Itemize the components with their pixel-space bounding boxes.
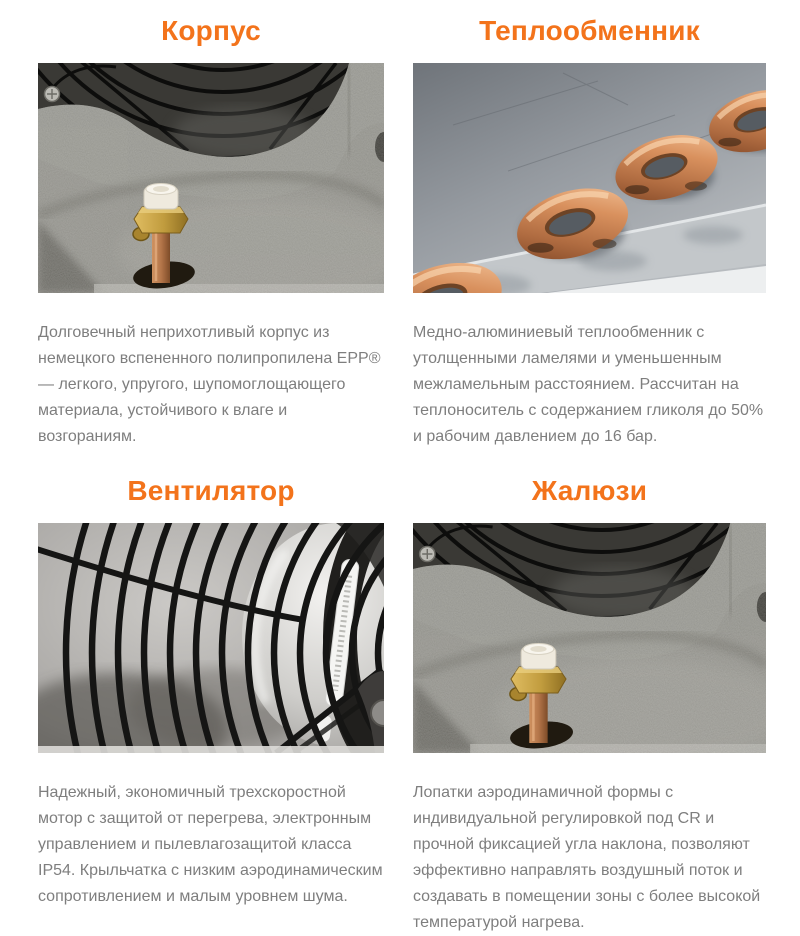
fan-grille-image — [38, 523, 384, 753]
feature-title-ventilyator: Вентилятор — [127, 475, 295, 506]
feature-card-teploobmennik — [413, 6, 766, 450]
epp-housing-image — [38, 63, 384, 293]
feature-card-ventilyator — [38, 450, 384, 936]
fan-photo — [38, 523, 384, 753]
heat-exchanger-photo — [413, 63, 766, 293]
feature-title-korpus: Корпус — [161, 15, 261, 46]
feature-description-ventilyator: Надежный, экономичный трехскоростной мотор с защитой от перегрева, электронным управлением и пылевлагозащитой класса IP54. Крыльчатка с низким аэродинамическим сопротивлением и малым уровнем шума. — [38, 784, 383, 905]
feature-title-teploobmennik: Теплообменник — [479, 15, 700, 46]
housing-photo — [38, 63, 384, 293]
features-row-2 — [38, 450, 800, 936]
feature-title-zhalyuzi: Жалюзи — [531, 475, 648, 506]
feature-card-zhalyuzi — [413, 450, 766, 936]
copper-coil-image — [413, 63, 766, 293]
louvers-photo — [413, 523, 766, 753]
feature-description-korpus: Долговечный неприхотливый корпус из немецкого вспененного полипропилена EPP® — легкого, упругого, шупомоглощающего материала, устойчивого к влаге и возгораниям. — [38, 324, 381, 445]
epp-housing-image-2 — [413, 523, 766, 753]
feature-description-zhalyuzi: Лопатки аэродинамичной формы с индивидуальной регулировкой под CR и прочной фиксацией угла наклона, позволяют эффективно направлять воздушный поток и создавать в помещении зоны с более высокой температурой нагрева. — [413, 784, 761, 931]
features-row-1 — [38, 6, 800, 450]
feature-card-korpus — [38, 6, 384, 450]
feature-description-teploobmennik: Медно-алюминиевый теплообменник с утолщенными ламелями и уменьшенным межламельным расстоянием. Рассчитан на теплоноситель с содержанием гликоля до 50% и рабочим давлением до 16 бар. — [413, 324, 764, 445]
